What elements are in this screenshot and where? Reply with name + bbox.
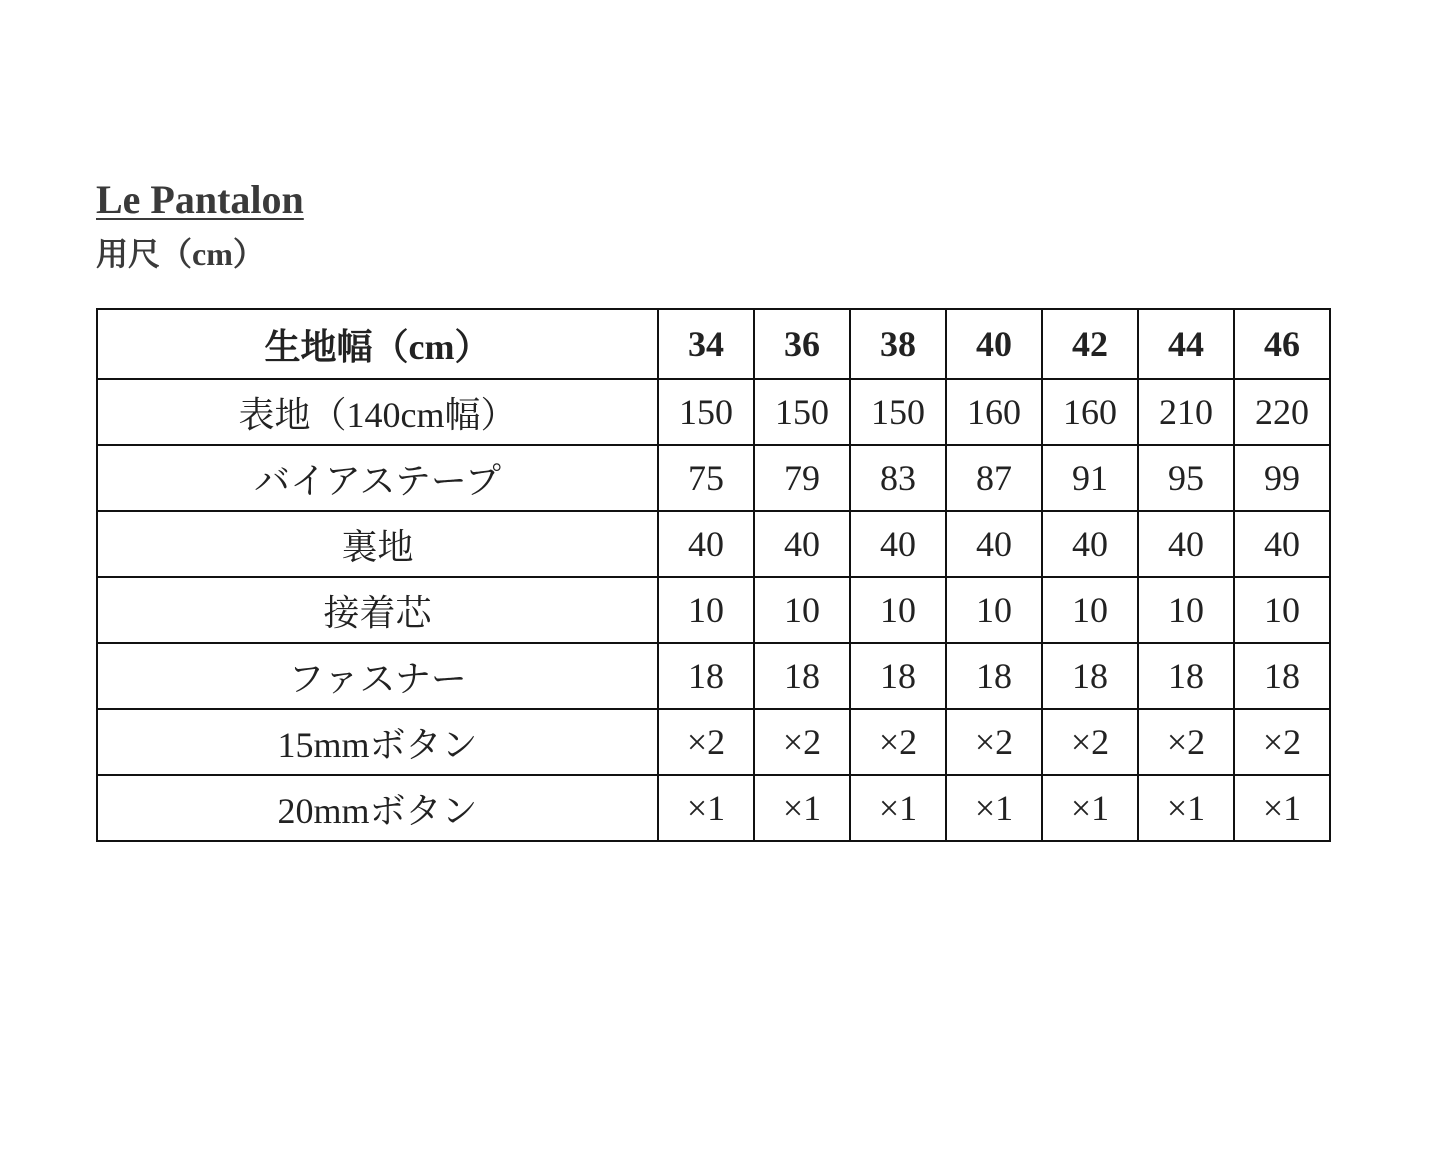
table-cell: 83 — [850, 445, 946, 511]
table-cell: 75 — [658, 445, 754, 511]
table-cell: 210 — [1138, 379, 1234, 445]
row-label: ファスナー — [97, 643, 658, 709]
table-cell: ×1 — [946, 775, 1042, 841]
document-subtitle: 用尺（cm） — [96, 236, 265, 272]
table-row — [97, 775, 1330, 841]
table-cell: ×1 — [1234, 775, 1330, 841]
table-cell: 40 — [1042, 511, 1138, 577]
yardage-table — [96, 308, 1331, 842]
table-cell: 40 — [1138, 511, 1234, 577]
table-cell: 160 — [946, 379, 1042, 445]
table-cell: ×1 — [850, 775, 946, 841]
table-cell: 10 — [1234, 577, 1330, 643]
table-cell: 18 — [946, 643, 1042, 709]
table-cell: ×1 — [754, 775, 850, 841]
table-cell: 10 — [1042, 577, 1138, 643]
table-row — [97, 445, 1330, 511]
table-cell: 150 — [754, 379, 850, 445]
table-cell: 10 — [850, 577, 946, 643]
table-cell: 10 — [1138, 577, 1234, 643]
table-cell: 79 — [754, 445, 850, 511]
table-cell: 160 — [1042, 379, 1138, 445]
table-cell: 10 — [754, 577, 850, 643]
table-cell: 40 — [658, 511, 754, 577]
table-cell: ×2 — [658, 709, 754, 775]
table-cell: ×1 — [658, 775, 754, 841]
row-label: 表地（140cm幅） — [97, 379, 658, 445]
table-cell: 40 — [754, 511, 850, 577]
table-cell: 18 — [850, 643, 946, 709]
header-fabric-width: 生地幅（cm） — [97, 309, 658, 379]
table-cell: 18 — [658, 643, 754, 709]
document-title: Le Pantalon — [96, 177, 304, 222]
table-row — [97, 577, 1330, 643]
header-size: 44 — [1138, 309, 1234, 379]
table-cell: ×1 — [1042, 775, 1138, 841]
table-cell: 150 — [658, 379, 754, 445]
header-size: 46 — [1234, 309, 1330, 379]
table-row — [97, 709, 1330, 775]
table-row — [97, 379, 1330, 445]
table-cell: 18 — [754, 643, 850, 709]
table-cell: 220 — [1234, 379, 1330, 445]
header-size: 40 — [946, 309, 1042, 379]
table-cell: 40 — [946, 511, 1042, 577]
header-size: 38 — [850, 309, 946, 379]
table-cell: 40 — [850, 511, 946, 577]
table-cell: 18 — [1138, 643, 1234, 709]
table-cell: 10 — [946, 577, 1042, 643]
table-cell: ×2 — [1234, 709, 1330, 775]
table-cell: 40 — [1234, 511, 1330, 577]
row-label: 裏地 — [97, 511, 658, 577]
table-cell: 91 — [1042, 445, 1138, 511]
row-label: 15mmボタン — [97, 709, 658, 775]
table-cell: 18 — [1234, 643, 1330, 709]
header-size: 42 — [1042, 309, 1138, 379]
table-cell: 95 — [1138, 445, 1234, 511]
row-label: バイアステープ — [97, 445, 658, 511]
table-cell: ×2 — [1138, 709, 1234, 775]
table-cell: ×2 — [1042, 709, 1138, 775]
table-row — [97, 643, 1330, 709]
table-cell: ×1 — [1138, 775, 1234, 841]
table-cell: ×2 — [850, 709, 946, 775]
header-size: 34 — [658, 309, 754, 379]
table-cell: ×2 — [946, 709, 1042, 775]
table-cell: 18 — [1042, 643, 1138, 709]
table-cell: 99 — [1234, 445, 1330, 511]
table-cell: 87 — [946, 445, 1042, 511]
table-cell: 150 — [850, 379, 946, 445]
table-row — [97, 511, 1330, 577]
table-cell: 10 — [658, 577, 754, 643]
table-cell: ×2 — [754, 709, 850, 775]
row-label: 20mmボタン — [97, 775, 658, 841]
header-size: 36 — [754, 309, 850, 379]
row-label: 接着芯 — [97, 577, 658, 643]
table-header-row — [97, 309, 1330, 379]
